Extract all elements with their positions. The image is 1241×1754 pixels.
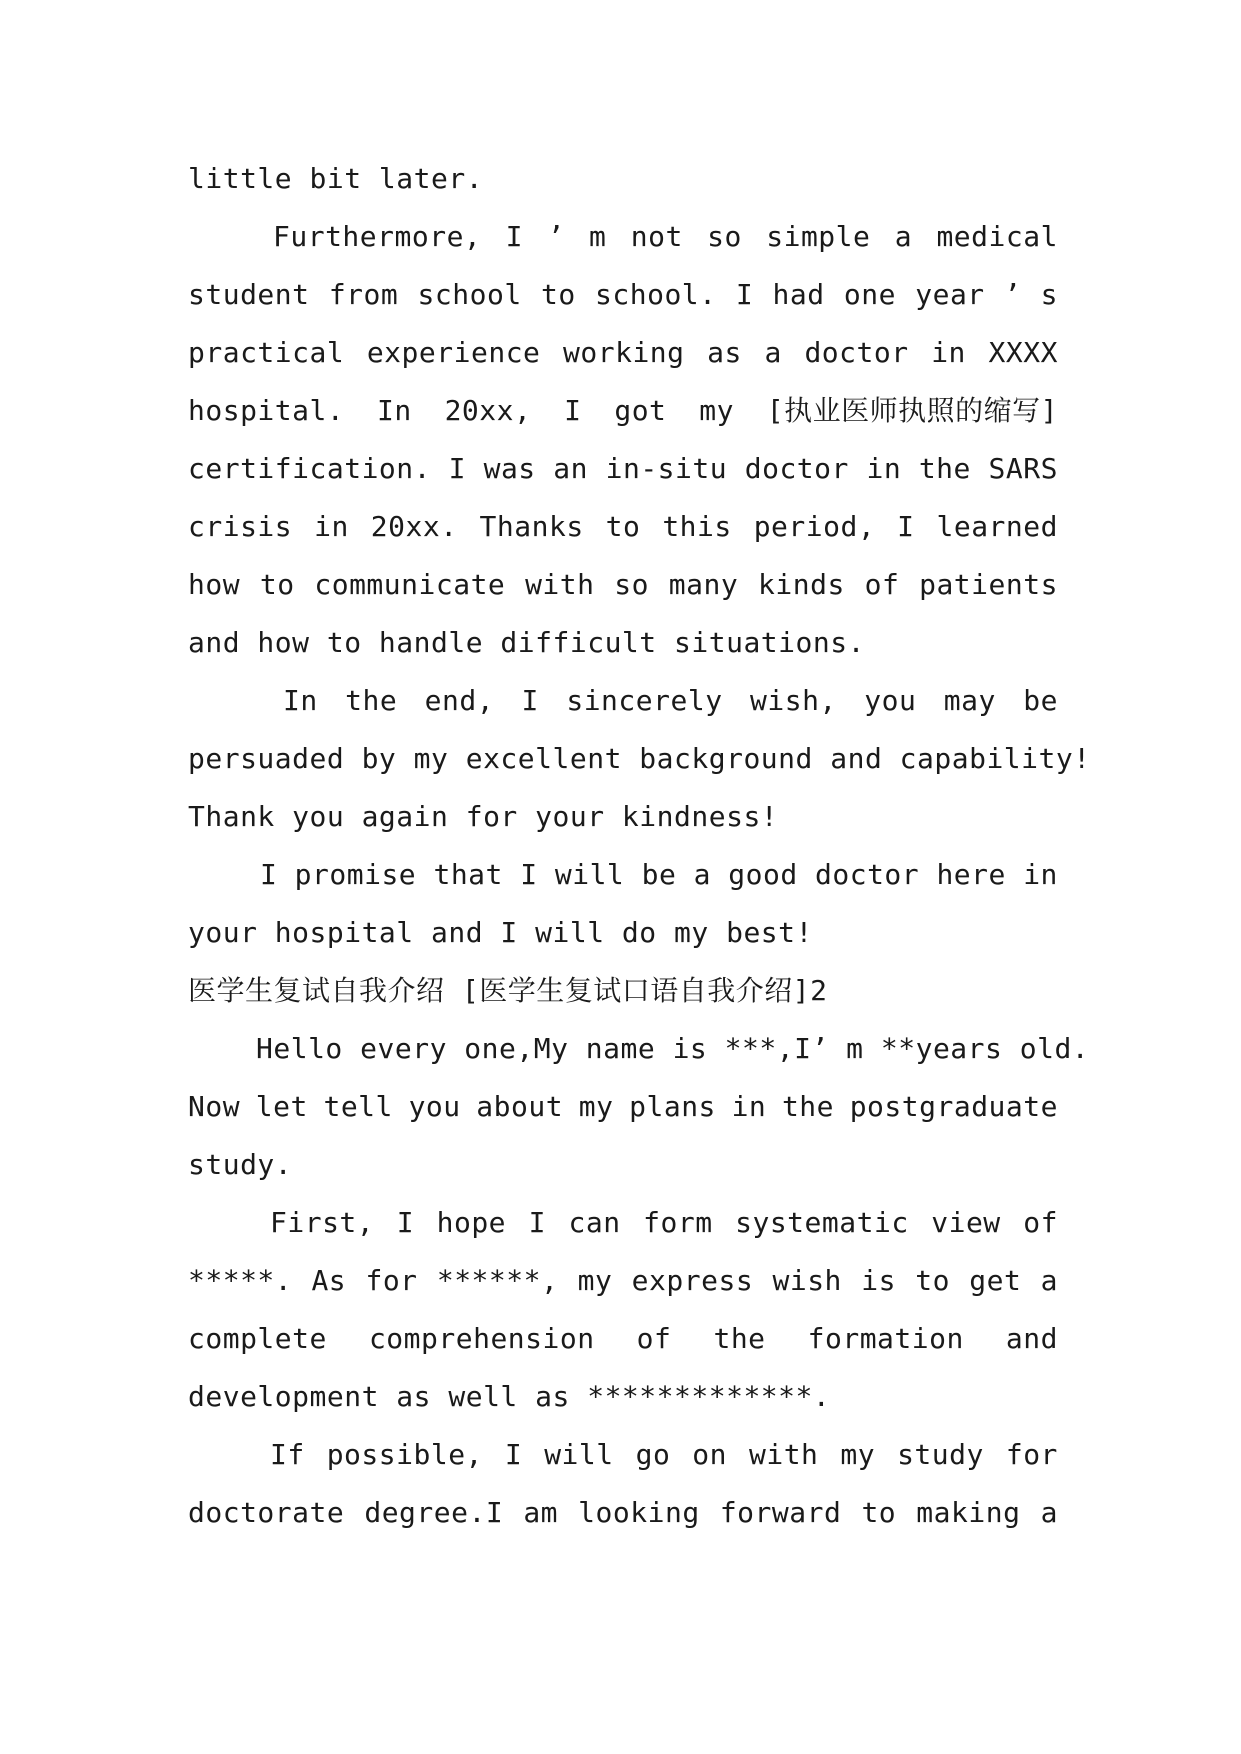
word: was [483, 452, 536, 485]
word: patients [919, 568, 1058, 601]
word: In [283, 684, 318, 717]
word: 20xx, [444, 394, 532, 427]
text-line [188, 1484, 1058, 1542]
word: hope [436, 1206, 507, 1239]
word: to [259, 568, 295, 601]
word: be [1023, 684, 1058, 717]
word: doctor [744, 452, 849, 485]
word: on [692, 1438, 728, 1471]
word: for [365, 1264, 418, 1297]
word: I [396, 1206, 415, 1239]
word: as [707, 336, 742, 369]
text-line: development as well as *************. [188, 1380, 831, 1413]
word: communicate [314, 568, 506, 601]
word: good [728, 858, 798, 891]
word: can [568, 1206, 621, 1239]
word: student [188, 278, 310, 311]
word: I [897, 510, 915, 543]
word: got [614, 394, 667, 427]
word: m [589, 220, 607, 253]
word: I [564, 394, 582, 427]
text-line [188, 1078, 1058, 1136]
word: ’ [1003, 278, 1022, 311]
word: view [931, 1206, 1001, 1239]
word: end, [424, 684, 495, 717]
word: period, [753, 510, 876, 543]
word: my [578, 1090, 614, 1123]
text-line [188, 266, 1058, 324]
word: s [1040, 278, 1058, 311]
word: possible, [326, 1438, 483, 1471]
text-line [188, 324, 1058, 382]
word: I [521, 684, 539, 717]
word: with [525, 568, 595, 601]
word: First, [270, 1206, 375, 1239]
word: certification. [188, 452, 432, 485]
word: about [476, 1090, 564, 1123]
word: may [943, 684, 996, 717]
word: my [699, 394, 734, 427]
word: wish [772, 1264, 842, 1297]
word: 20xx. [370, 510, 458, 543]
word: plans [629, 1090, 716, 1123]
text-line [188, 1252, 1058, 1310]
word: how [188, 568, 241, 601]
word: wish, [750, 684, 837, 717]
word: express [631, 1264, 754, 1297]
word: learned [936, 510, 1058, 543]
word: in-situ [605, 452, 728, 485]
word: comprehension [368, 1322, 595, 1355]
word: school. [595, 278, 717, 311]
word: a [1040, 1264, 1058, 1297]
word: the [345, 684, 398, 717]
word: my [577, 1264, 613, 1297]
word: with [748, 1438, 819, 1471]
word: *****. [188, 1264, 293, 1297]
word: doctor [804, 336, 909, 369]
word: ******, [436, 1264, 559, 1297]
word: Now [188, 1090, 241, 1123]
word: in [731, 1090, 767, 1123]
word: doctor [815, 858, 920, 891]
word: a [764, 336, 782, 369]
text-line [188, 556, 1058, 614]
word: study [897, 1438, 984, 1471]
word: in [1023, 858, 1058, 891]
word: not [630, 220, 683, 253]
word: a [1040, 1496, 1058, 1529]
word: kinds [758, 568, 845, 601]
text-line [188, 846, 1058, 904]
word: the [781, 1090, 835, 1123]
word: be [641, 858, 677, 891]
word: a [693, 858, 711, 891]
word: year [915, 278, 985, 311]
word: in [314, 510, 349, 543]
document-page [188, 150, 1091, 1542]
word: Furthermore, [273, 220, 482, 253]
word: forward [719, 1496, 842, 1529]
word: you [408, 1090, 461, 1123]
text-line [188, 1194, 1058, 1252]
word: Thanks [479, 510, 584, 543]
word: I [528, 1206, 546, 1239]
word: the [918, 452, 971, 485]
text-line [188, 382, 1058, 440]
word: crisis [188, 510, 293, 543]
text-line [188, 208, 1058, 266]
word: practical [188, 336, 345, 369]
text-line: persuaded by my excellent background and capability! [188, 742, 1091, 775]
word: you [864, 684, 917, 717]
word: tell [323, 1090, 393, 1123]
word: in [866, 452, 902, 485]
word: am [523, 1496, 559, 1529]
text-line: Hello every one,My name is ***,I’ m **years old. [256, 1032, 1090, 1065]
text-line: little bit later. [188, 162, 484, 195]
word: so [707, 220, 742, 253]
word: will [544, 1438, 614, 1471]
word: XXXX [988, 336, 1058, 369]
word: medical [936, 220, 1058, 253]
word: of [1023, 1206, 1058, 1239]
word: looking [578, 1496, 700, 1529]
text-line [188, 1426, 1058, 1484]
text-line [188, 1310, 1058, 1368]
word: I [260, 858, 278, 891]
word: had [772, 278, 825, 311]
word: making [916, 1496, 1021, 1529]
word: many [668, 568, 739, 601]
word: of [636, 1322, 672, 1355]
word: and [1005, 1322, 1058, 1355]
word: simple [766, 220, 871, 253]
word: doctorate [188, 1496, 345, 1529]
word: of [864, 568, 900, 601]
word: If [270, 1438, 305, 1471]
word: postgraduate [849, 1090, 1058, 1123]
text-line: 医学生复试自我介绍 [医学生复试口语自我介绍]2 [188, 974, 828, 1007]
word: complete [188, 1322, 327, 1355]
word: formation [807, 1322, 964, 1355]
word: get [969, 1264, 1022, 1297]
text-line: study. [188, 1148, 293, 1181]
word: I [504, 1438, 523, 1471]
word: one [843, 278, 896, 311]
word: I [505, 220, 523, 253]
word: [执业医师执照的缩写] [766, 394, 1058, 427]
word: let [255, 1090, 308, 1123]
word: here [936, 858, 1006, 891]
word: promise [294, 858, 417, 891]
word: my [840, 1438, 876, 1471]
word: hospital. [188, 394, 345, 427]
word: I [520, 858, 538, 891]
word: is [861, 1264, 896, 1297]
word: sincerely [566, 684, 723, 717]
word: to [915, 1264, 950, 1297]
word: from [328, 278, 399, 311]
word: go [635, 1438, 671, 1471]
word: experience [366, 336, 541, 369]
word: systematic [735, 1206, 909, 1239]
word: the [713, 1322, 766, 1355]
word: for [1005, 1438, 1058, 1471]
word: working [563, 336, 685, 369]
word: in [931, 336, 966, 369]
word: to [541, 278, 576, 311]
word: form [643, 1206, 713, 1239]
word: an [553, 452, 588, 485]
word: to [605, 510, 641, 543]
word: that [433, 858, 503, 891]
word: As [311, 1264, 347, 1297]
word: school [417, 278, 522, 311]
word: ’ [547, 220, 565, 253]
word: degree.I [364, 1496, 504, 1529]
word: so [614, 568, 650, 601]
word: SARS [988, 452, 1058, 485]
word: to [861, 1496, 897, 1529]
text-line [188, 498, 1058, 556]
word: this [662, 510, 732, 543]
word: a [894, 220, 913, 253]
word: I [448, 452, 466, 485]
text-line: and how to handle difficult situations. [188, 626, 865, 659]
word: will [554, 858, 625, 891]
text-line [188, 672, 1058, 730]
text-line: Thank you again for your kindness! [188, 800, 779, 833]
word: In [377, 394, 412, 427]
text-line [188, 440, 1058, 498]
word: I [735, 278, 754, 311]
text-line: your hospital and I will do my best! [188, 916, 813, 949]
